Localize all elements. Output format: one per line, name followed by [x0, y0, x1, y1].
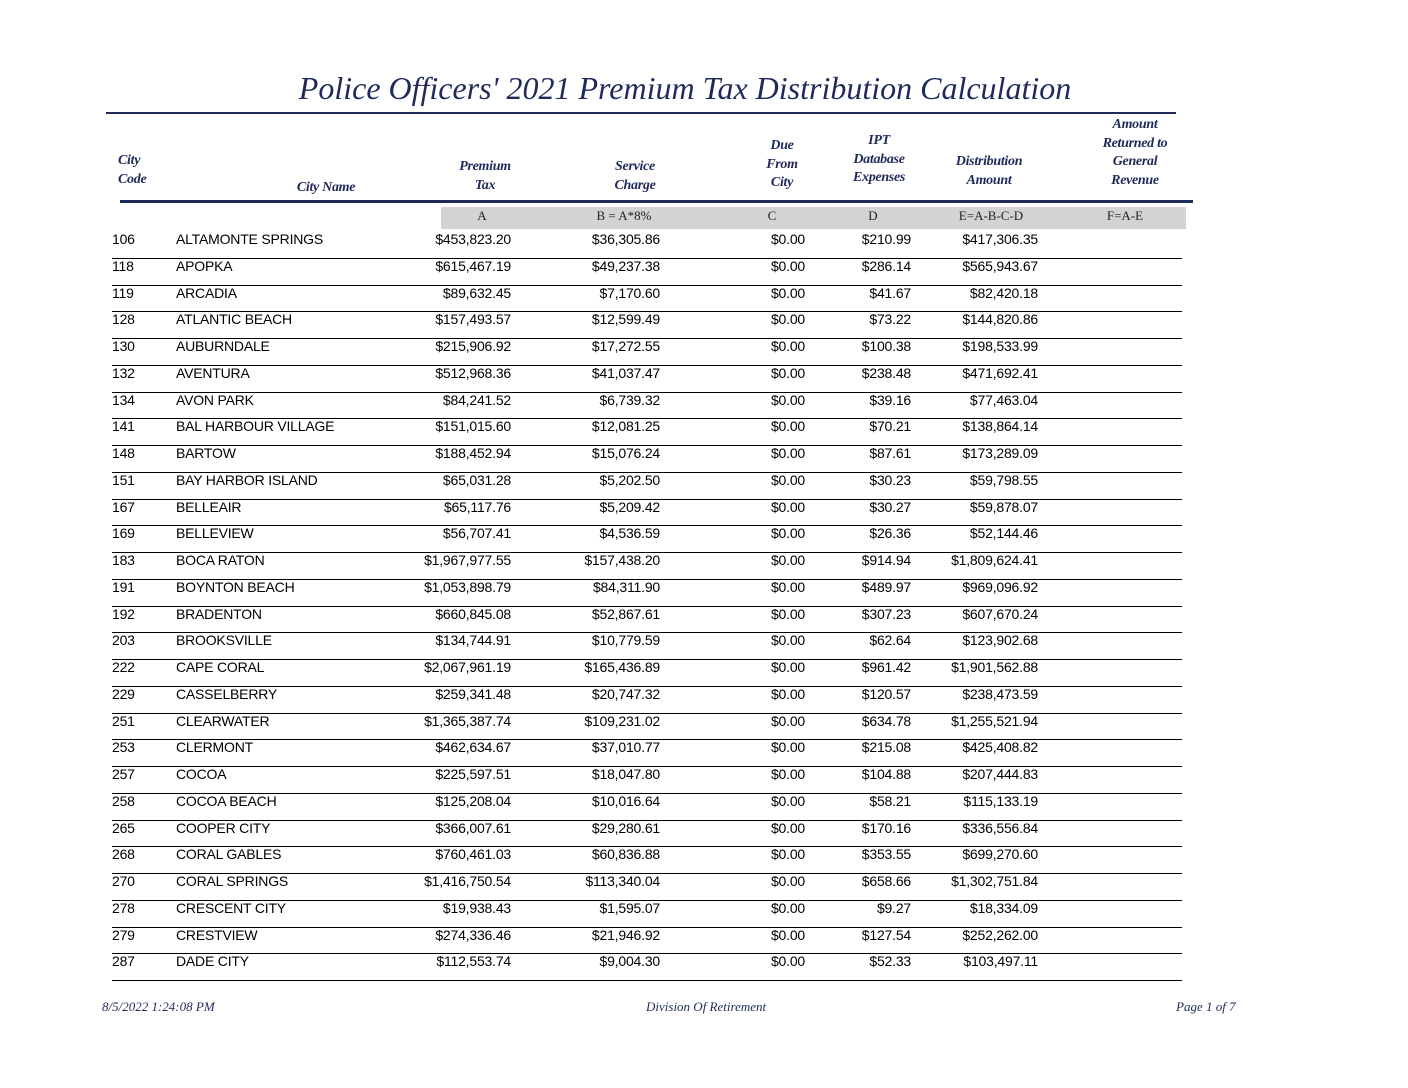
ipt-expenses-cell: $353.55 [861, 846, 911, 863]
due-from-city-cell: $0.00 [770, 712, 805, 729]
ipt-expenses-cell: $30.23 [869, 471, 911, 488]
premium-tax-cell: $760,461.03 [435, 846, 511, 863]
due-from-city-cell: $0.00 [770, 391, 805, 408]
table-row [112, 392, 1182, 420]
service-charge-cell: $36,305.86 [591, 231, 660, 247]
premium-tax-cell: $2,067,961.19 [424, 659, 511, 675]
ipt-expenses-cell: $120.57 [861, 685, 911, 702]
premium-tax-cell: $1,365,387.74 [424, 712, 511, 729]
due-from-city-cell: $0.00 [770, 926, 805, 943]
ipt-expenses-cell: $961.42 [861, 659, 911, 675]
due-from-city-cell: $0.00 [770, 471, 805, 488]
city-code-cell: 167 [112, 498, 135, 515]
table-row [112, 713, 1182, 741]
city-name-cell: CRESTVIEW [176, 926, 258, 943]
header-city-name: City Name [296, 180, 356, 195]
header-premium-tax: Premium Tax [459, 159, 511, 193]
city-code-cell: 222 [112, 659, 135, 675]
service-charge-cell: $52,867.61 [591, 605, 660, 622]
city-code-cell: 253 [112, 739, 135, 756]
distribution-amount-cell: $59,798.55 [969, 471, 1038, 488]
city-code-cell: 257 [112, 766, 135, 782]
service-charge-cell: $60,836.88 [591, 846, 660, 863]
premium-tax-cell: $660,845.08 [435, 605, 511, 622]
table-row [112, 311, 1182, 339]
city-code-cell: 130 [112, 338, 135, 354]
ipt-expenses-cell: $210.99 [861, 231, 911, 247]
table-row [112, 365, 1182, 393]
table-row [112, 846, 1182, 874]
distribution-amount-cell: $52,144.46 [969, 525, 1038, 542]
city-code-cell: 229 [112, 685, 135, 702]
table-row [112, 472, 1182, 500]
distribution-amount-cell: $425,408.82 [962, 739, 1038, 756]
table-row [112, 338, 1182, 366]
ipt-expenses-cell: $170.16 [861, 819, 911, 836]
table-row [112, 686, 1182, 714]
distribution-amount-cell: $138,864.14 [962, 418, 1038, 435]
ipt-expenses-cell: $87.61 [869, 445, 911, 461]
premium-tax-cell: $453,823.20 [435, 231, 511, 247]
city-code-cell: 279 [112, 926, 135, 943]
due-from-city-cell: $0.00 [770, 311, 805, 328]
ipt-expenses-cell: $58.21 [869, 792, 911, 809]
due-from-city-cell: $0.00 [770, 953, 805, 970]
ipt-expenses-cell: $489.97 [861, 578, 911, 595]
table-row [112, 873, 1182, 901]
table-row [112, 552, 1182, 580]
city-code-cell: 251 [112, 712, 135, 729]
city-name-cell: BAL HARBOUR VILLAGE [176, 418, 335, 435]
premium-tax-cell: $89,632.45 [442, 284, 511, 301]
distribution-amount-cell: $123,902.68 [962, 632, 1038, 649]
due-from-city-cell: $0.00 [770, 766, 805, 782]
service-charge-cell: $10,779.59 [591, 632, 660, 649]
service-charge-cell: $165,436.89 [584, 659, 660, 675]
premium-tax-cell: $259,341.48 [435, 685, 511, 702]
city-code-cell: 183 [112, 552, 135, 568]
title-divider [106, 112, 1176, 114]
city-code-cell: 148 [112, 445, 135, 461]
service-charge-cell: $9,004.30 [599, 953, 660, 970]
ipt-expenses-cell: $41.67 [869, 284, 911, 301]
service-charge-cell: $12,081.25 [591, 418, 660, 435]
premium-tax-cell: $19,938.43 [442, 899, 511, 916]
header-amount-returned: Amount Returned to General Revenue [1102, 117, 1168, 188]
distribution-amount-cell: $77,463.04 [969, 391, 1038, 408]
service-charge-cell: $109,231.02 [584, 712, 660, 729]
service-charge-cell: $49,237.38 [591, 257, 660, 274]
city-name-cell: AVON PARK [176, 391, 254, 408]
city-code-cell: 106 [112, 231, 135, 247]
service-charge-cell: $37,010.77 [591, 739, 660, 756]
city-name-cell: COCOA BEACH [176, 792, 277, 809]
due-from-city-cell: $0.00 [770, 605, 805, 622]
city-code-cell: 118 [112, 257, 134, 274]
due-from-city-cell: $0.00 [770, 578, 805, 595]
service-charge-cell: $157,438.20 [584, 552, 660, 568]
city-name-cell: CORAL SPRINGS [176, 873, 289, 889]
premium-tax-cell: $225,597.51 [435, 766, 511, 782]
service-charge-cell: $10,016.64 [591, 792, 660, 809]
distribution-amount-cell: $607,670.24 [962, 605, 1038, 622]
due-from-city-cell: $0.00 [770, 525, 805, 542]
ipt-expenses-cell: $914.94 [861, 552, 911, 568]
service-charge-cell: $1,595.07 [599, 899, 660, 916]
distribution-amount-cell: $144,820.86 [962, 311, 1038, 328]
table-row [112, 820, 1182, 848]
city-code-cell: 287 [112, 953, 135, 970]
city-code-cell: 141 [112, 418, 135, 435]
header-service-charge: Service Charge [614, 159, 656, 193]
premium-tax-cell: $65,031.28 [442, 471, 511, 488]
premium-tax-cell: $112,553.74 [436, 953, 511, 970]
premium-tax-cell: $125,208.04 [435, 792, 511, 809]
distribution-amount-cell: $103,497.11 [963, 953, 1038, 970]
city-name-cell: CRESCENT CITY [176, 899, 286, 916]
city-code-cell: 128 [112, 311, 135, 328]
city-code-cell: 191 [112, 578, 135, 595]
due-from-city-cell: $0.00 [770, 685, 805, 702]
table-row [112, 793, 1182, 821]
footer-division: Division Of Retirement [646, 999, 767, 1014]
ipt-expenses-cell: $215.08 [861, 739, 911, 756]
due-from-city-cell: $0.00 [770, 418, 805, 435]
service-charge-cell: $6,739.32 [599, 391, 660, 408]
city-code-cell: 258 [112, 792, 135, 809]
table-row [112, 418, 1182, 446]
table-row [112, 606, 1182, 634]
service-charge-cell: $84,311.90 [592, 578, 660, 595]
distribution-amount-cell: $1,302,751.84 [951, 873, 1038, 889]
distribution-amount-cell: $1,255,521.94 [951, 712, 1038, 729]
formula-c: C [767, 208, 777, 223]
city-name-cell: ALTAMONTE SPRINGS [176, 231, 323, 247]
due-from-city-cell: $0.00 [770, 846, 805, 863]
table-row [112, 659, 1182, 687]
service-charge-cell: $18,047.80 [591, 766, 660, 782]
service-charge-cell: $113,340.04 [585, 873, 660, 889]
due-from-city-cell: $0.00 [770, 231, 805, 247]
table-row [112, 900, 1182, 928]
table-row [112, 953, 1182, 981]
due-from-city-cell: $0.00 [770, 792, 805, 809]
premium-tax-cell: $134,744.91 [435, 632, 511, 649]
city-name-cell: CLEARWATER [176, 712, 270, 729]
city-code-cell: 134 [112, 391, 135, 408]
table-row [112, 525, 1182, 553]
service-charge-cell: $17,272.55 [591, 338, 660, 354]
city-code-cell: 278 [112, 899, 135, 916]
header-due-from-city: Due From City [766, 138, 798, 190]
table-row [112, 739, 1182, 767]
due-from-city-cell: $0.00 [770, 498, 805, 515]
ipt-expenses-cell: $100.38 [861, 338, 911, 354]
city-code-cell: 151 [112, 471, 135, 488]
table-row [112, 499, 1182, 527]
due-from-city-cell: $0.00 [770, 338, 805, 354]
distribution-amount-cell: $59,878.07 [969, 498, 1038, 515]
city-name-cell: BRADENTON [176, 605, 262, 622]
header-divider [120, 200, 1193, 203]
service-charge-cell: $5,202.50 [599, 471, 660, 488]
service-charge-cell: $7,170.60 [599, 284, 660, 301]
due-from-city-cell: $0.00 [770, 632, 805, 649]
city-name-cell: CLERMONT [176, 739, 253, 756]
premium-tax-cell: $188,452.94 [435, 445, 511, 461]
distribution-amount-cell: $471,692.41 [962, 364, 1038, 381]
premium-tax-cell: $1,053,898.79 [424, 578, 511, 595]
ipt-expenses-cell: $634.78 [861, 712, 911, 729]
table-row [112, 766, 1182, 794]
city-name-cell: CORAL GABLES [176, 846, 282, 863]
distribution-amount-cell: $1,901,562.88 [951, 659, 1038, 675]
premium-tax-cell: $215,906.92 [435, 338, 511, 354]
city-name-cell: BELLEVIEW [176, 525, 254, 542]
ipt-expenses-cell: $238.48 [861, 364, 911, 381]
distribution-amount-cell: $1,809,624.41 [951, 552, 1038, 568]
premium-tax-cell: $615,467.19 [435, 257, 511, 274]
premium-tax-cell: $274,336.46 [435, 926, 511, 943]
table-row [112, 231, 1182, 259]
ipt-expenses-cell: $39.16 [869, 391, 911, 408]
due-from-city-cell: $0.00 [770, 659, 805, 675]
city-code-cell: 268 [112, 846, 135, 863]
ipt-expenses-cell: $52.33 [869, 953, 911, 970]
distribution-amount-cell: $207,444.83 [962, 766, 1038, 782]
city-name-cell: COCOA [176, 766, 227, 782]
city-name-cell: CAPE CORAL [176, 659, 265, 675]
premium-tax-cell: $56,707.41 [442, 525, 511, 542]
ipt-expenses-cell: $307.23 [861, 605, 911, 622]
distribution-amount-cell: $115,133.19 [963, 792, 1038, 809]
due-from-city-cell: $0.00 [770, 552, 805, 568]
distribution-amount-cell: $417,306.35 [962, 231, 1038, 247]
ipt-expenses-cell: $127.54 [861, 926, 911, 943]
premium-tax-cell: $512,968.36 [435, 364, 511, 381]
city-code-cell: 119 [112, 284, 134, 301]
formula-e: E=A-B-C-D [958, 208, 1024, 223]
ipt-expenses-cell: $73.22 [869, 311, 911, 328]
city-name-cell: ATLANTIC BEACH [176, 311, 292, 328]
formula-f: F=A-E [1106, 208, 1144, 223]
service-charge-cell: $21,946.92 [591, 926, 660, 943]
city-code-cell: 169 [112, 525, 135, 542]
formula-a: A [477, 208, 487, 223]
distribution-amount-cell: $699,270.60 [962, 846, 1038, 863]
city-code-cell: 132 [112, 364, 135, 381]
due-from-city-cell: $0.00 [770, 739, 805, 756]
ipt-expenses-cell: $70.21 [869, 418, 911, 435]
formula-b: B = A*8% [596, 208, 652, 223]
city-name-cell: AVENTURA [176, 364, 250, 381]
service-charge-cell: $12,599.49 [591, 311, 660, 328]
city-code-cell: 270 [112, 873, 135, 889]
premium-tax-cell: $1,416,750.54 [424, 873, 511, 889]
service-charge-cell: $15,076.24 [591, 445, 660, 461]
city-name-cell: DADE CITY [176, 953, 249, 970]
service-charge-cell: $29,280.61 [591, 819, 660, 836]
service-charge-cell: $5,209.42 [599, 498, 660, 515]
city-name-cell: AUBURNDALE [176, 338, 270, 354]
due-from-city-cell: $0.00 [770, 257, 805, 274]
premium-tax-cell: $157,493.57 [435, 311, 511, 328]
distribution-amount-cell: $969,096.92 [962, 578, 1038, 595]
city-name-cell: COOPER CITY [176, 819, 271, 836]
distribution-amount-cell: $18,334.09 [969, 899, 1038, 916]
table-row [112, 927, 1182, 955]
table-row [112, 579, 1182, 607]
due-from-city-cell: $0.00 [770, 364, 805, 381]
premium-tax-cell: $84,241.52 [442, 391, 511, 408]
footer-page-number: Page 1 of 7 [1176, 999, 1236, 1014]
distribution-amount-cell: $565,943.67 [962, 257, 1038, 274]
city-name-cell: BOCA RATON [176, 552, 265, 568]
table-row [112, 258, 1182, 286]
city-name-cell: CASSELBERRY [176, 685, 278, 702]
table-row [112, 632, 1182, 660]
table-row [112, 285, 1182, 313]
city-name-cell: BAY HARBOR ISLAND [176, 471, 318, 488]
distribution-amount-cell: $173,289.09 [962, 445, 1038, 461]
ipt-expenses-cell: $104.88 [861, 766, 911, 782]
city-name-cell: BOYNTON BEACH [176, 578, 295, 595]
distribution-amount-cell: $198,533.99 [962, 338, 1038, 354]
service-charge-cell: $4,536.59 [599, 525, 660, 542]
city-name-cell: BROOKSVILLE [176, 632, 272, 649]
due-from-city-cell: $0.00 [770, 819, 805, 836]
city-name-cell: BARTOW [176, 445, 236, 461]
service-charge-cell: $20,747.32 [591, 685, 660, 702]
table-row [112, 445, 1182, 473]
city-code-cell: 265 [112, 819, 135, 836]
ipt-expenses-cell: $286.14 [861, 257, 911, 274]
ipt-expenses-cell: $30.27 [869, 498, 911, 515]
due-from-city-cell: $0.00 [770, 445, 805, 461]
header-ipt-expenses: IPT Database Expenses [852, 133, 906, 185]
premium-tax-cell: $462,634.67 [435, 739, 511, 756]
service-charge-cell: $41,037.47 [591, 364, 660, 381]
formula-d: D [868, 208, 878, 223]
distribution-amount-cell: $252,262.00 [962, 926, 1038, 943]
ipt-expenses-cell: $62.64 [869, 632, 911, 649]
city-code-cell: 203 [112, 632, 135, 649]
premium-tax-cell: $366,007.61 [435, 819, 511, 836]
header-city-code: City Code [118, 153, 147, 187]
ipt-expenses-cell: $658.66 [861, 873, 911, 889]
city-name-cell: BELLEAIR [176, 498, 242, 515]
distribution-amount-cell: $238,473.59 [962, 685, 1038, 702]
ipt-expenses-cell: $26.36 [869, 525, 911, 542]
city-name-cell: ARCADIA [176, 284, 237, 301]
due-from-city-cell: $0.00 [770, 899, 805, 916]
footer-timestamp: 8/5/2022 1:24:08 PM [102, 999, 215, 1014]
premium-tax-cell: $151,015.60 [435, 418, 511, 435]
report-title: Police Officers' 2021 Premium Tax Distribution Calculation [298, 70, 1072, 106]
city-name-cell: APOPKA [176, 257, 233, 274]
due-from-city-cell: $0.00 [770, 284, 805, 301]
header-distribution-amount: Distribution Amount [955, 154, 1023, 188]
distribution-amount-cell: $336,556.84 [962, 819, 1038, 836]
premium-tax-cell: $65,117.76 [443, 498, 511, 515]
premium-tax-cell: $1,967,977.55 [424, 552, 511, 568]
due-from-city-cell: $0.00 [770, 873, 805, 889]
city-code-cell: 192 [112, 605, 135, 622]
distribution-amount-cell: $82,420.18 [969, 284, 1038, 301]
ipt-expenses-cell: $9.27 [876, 899, 911, 916]
